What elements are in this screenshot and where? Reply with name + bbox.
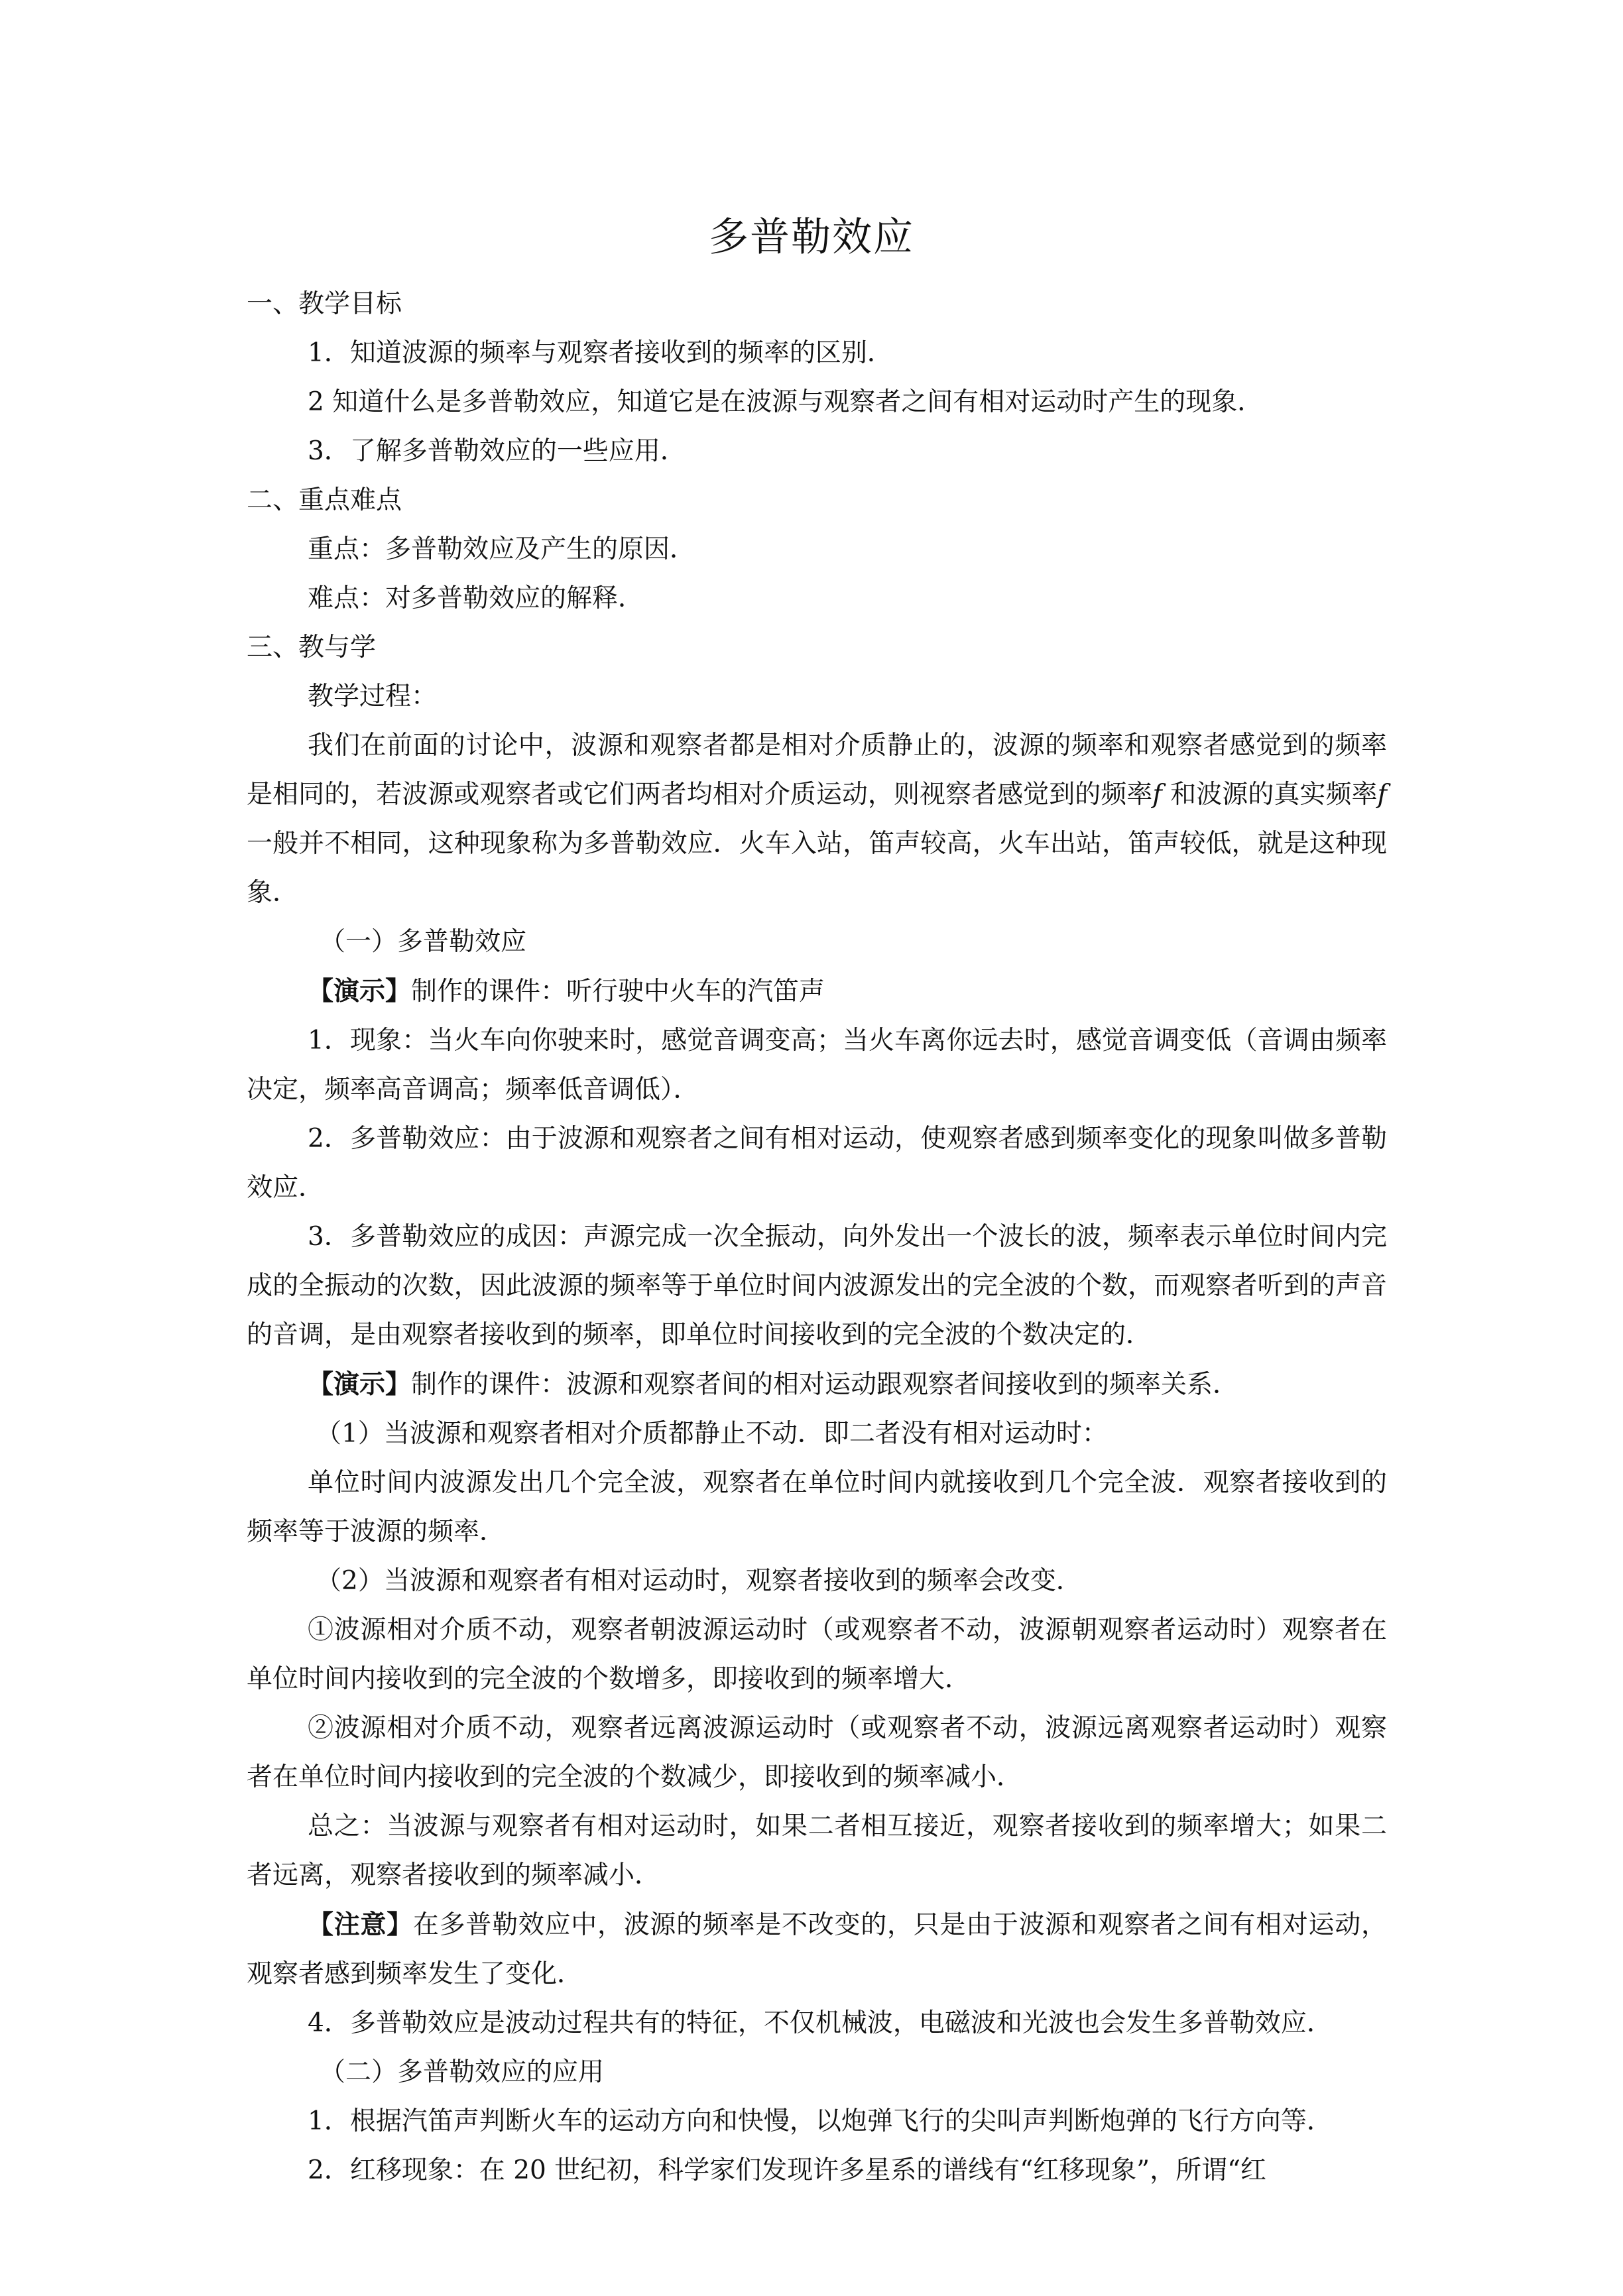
case-paragraph: ①波源相对介质不动，观察者朝波源运动时（或观察者不动，波源朝观察者运动时）观察者在单位时间内接收到的完全波的个数增多，即接收到的频率增大． [247, 1615, 1387, 1694]
case-heading: （2）当波源和观察者有相对运动时，观察者接收到的频率会改变． [316, 1566, 1082, 1596]
definition-paragraph: 2．多普勒效应：由于波源和观察者之间有相对运动，使观察者感到频率变化的现象叫做多普勒效应． [247, 1124, 1387, 1203]
objective-item: 2 知道什么是多普勒效应，知道它是在波源与观察者之间有相对运动时产生的现象． [308, 387, 1264, 417]
phenomenon-paragraph: 1．现象：当火车向你驶来时，感觉音调变高；当火车离你远去时，感觉音调变低（音调由频率决定，频率高音调高；频率低音调低）． [247, 1026, 1387, 1105]
part-heading-applications: （二）多普勒效应的应用 [320, 2057, 605, 2087]
cause-paragraph: 3．多普勒效应的成因：声源完成一次全振动，向外发出一个波长的波，频率表示单位时间内完成的全振动的次数，因此波源的频率等于单位时间内波源发出的完全波的个数，而观察者听到的声音的音调，是由观察者接收到的频率，即单位时间接收到的完全波的个数决定的． [247, 1222, 1387, 1350]
key-point: 重点：多普勒效应及产生的原因． [308, 534, 696, 564]
case-heading: （1）当波源和观察者相对介质都静止不动．即二者没有相对运动时： [316, 1419, 1108, 1449]
objective-item: 3．了解多普勒效应的一些应用． [308, 436, 686, 466]
frequency-symbol: f [1152, 780, 1171, 810]
objective-item: 1．知道波源的频率与观察者接收到的频率的区别． [308, 338, 893, 368]
demo-tag: 【演示】 [308, 976, 412, 1006]
demo-paragraph [247, 967, 1387, 1016]
difficulty-point: 难点：对多普勒效应的解释． [308, 583, 644, 613]
process-label: 教学过程： [308, 682, 438, 711]
part-heading-doppler: （一）多普勒效应 [320, 927, 527, 957]
intro-paragraph [247, 721, 1387, 918]
summary-paragraph: 总之：当波源与观察者有相对运动时，如果二者相互接近，观察者接收到的频率增大；如果二者远离，观察者接收到的频率减小． [247, 1811, 1387, 1890]
section-heading-objectives: 一、教学目标 [247, 289, 402, 319]
intro-text-b: 和波源的真实频率 [1170, 780, 1378, 810]
case-paragraph: 单位时间内波源发出几个完全波，观察者在单位时间内就接收到几个完全波．观察者接收到的频率等于波源的频率． [247, 1468, 1387, 1547]
case-paragraph: ②波源相对介质不动，观察者远离波源运动时（或观察者不动，波源远离观察者运动时）观察者在单位时间内接收到的完全波的个数减少，即接收到的频率减小． [247, 1713, 1387, 1792]
document-title: 多普勒效应 [709, 214, 914, 261]
demo-text: 制作的课件：听行驶中火车的汽笛声 [411, 977, 825, 1006]
document-body [247, 280, 1387, 2195]
demo-paragraph [247, 1360, 1387, 1410]
application-paragraph: 2．红移现象：在 20 世纪初，科学家们发现许多星系的谱线有“红移现象”，所谓“红 [308, 2155, 1267, 2185]
demo-tag: 【演示】 [308, 1369, 412, 1400]
note-paragraph [247, 1900, 1387, 1999]
demo-text: 制作的课件：波源和观察者间的相对运动跟观察者间接收到的频率关系． [411, 1370, 1239, 1400]
note-tag: 【注意】 [308, 1909, 413, 1940]
section-heading-key-points: 二、重点难点 [247, 485, 402, 515]
intro-text-c: 一般并不相同，这种现象称为多普勒效应．火车入站，笛声较高，火车出站，笛声较低，就是这种现象． [247, 829, 1387, 908]
note-text: 在多普勒效应中，波源的频率是不改变的，只是由于波源和观察者之间有相对运动，观察者感到频率发生了变化． [247, 1910, 1387, 1989]
section-heading-teaching: 三、教与学 [247, 633, 377, 662]
application-paragraph: 1．根据汽笛声判断火车的运动方向和快慢，以炮弹飞行的尖叫声判断炮弹的飞行方向等． [308, 2106, 1333, 2136]
intro-text-a: 我们在前面的讨论中，波源和观察者都是相对介质静止的，波源的频率和观察者感觉到的频率是相同的，若波源或观察者或它们两者均相对介质运动，则视察者感觉到的频率 [247, 731, 1387, 810]
feature-paragraph: 4．多普勒效应是波动过程共有的特征，不仅机械波，电磁波和光波也会发生多普勒效应． [308, 2008, 1333, 2038]
frequency-symbol: f [1377, 780, 1387, 810]
